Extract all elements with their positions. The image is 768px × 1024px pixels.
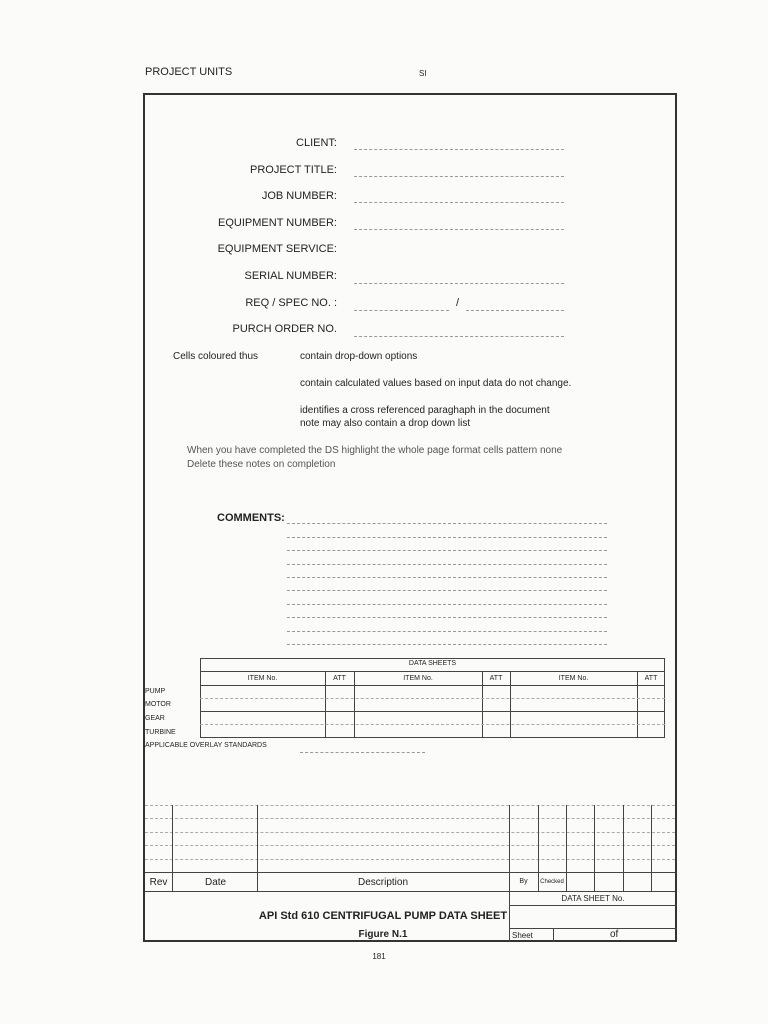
divider	[145, 818, 675, 819]
divider	[594, 805, 595, 891]
divider	[145, 832, 675, 833]
note-cells-coloured: Cells coloured thus	[173, 351, 259, 362]
divider	[145, 891, 675, 892]
divider	[145, 845, 675, 846]
col-att-1: ATT	[333, 675, 346, 682]
field-label: EQUIPMENT SERVICE:	[217, 243, 337, 255]
divider	[145, 805, 675, 806]
comment-line[interactable]	[287, 631, 607, 632]
divider	[200, 698, 665, 699]
col-att-2: ATT	[489, 675, 503, 682]
comment-line[interactable]	[287, 604, 607, 605]
overlay-standards-input-line[interactable]	[300, 752, 425, 753]
req-input-line[interactable]	[354, 310, 449, 311]
data-sheet-no-label: DATA SHEET No.	[561, 894, 625, 903]
divider	[623, 805, 624, 891]
of-label: of	[610, 929, 619, 940]
divider	[509, 928, 677, 929]
by-header: By	[519, 878, 528, 885]
field-label: JOB NUMBER:	[261, 190, 337, 202]
row-label: MOTOR	[145, 701, 171, 708]
divider	[509, 905, 677, 906]
note-cross-ref-2: note may also contain a drop down list	[300, 418, 471, 429]
project-units-label: PROJECT UNITS	[145, 66, 233, 78]
note-completed-2: Delete these notes on completion	[187, 459, 336, 470]
field-label: CLIENT:	[296, 137, 337, 149]
data-sheets-title: DATA SHEETS	[408, 660, 457, 667]
comments-label: COMMENTS:	[217, 512, 285, 524]
sheet-label: Sheet	[512, 931, 533, 940]
divider	[200, 685, 665, 686]
comment-line[interactable]	[287, 550, 607, 551]
divider	[566, 805, 567, 891]
equipment-number-input-line[interactable]	[354, 229, 564, 230]
units-value: SI	[419, 69, 427, 78]
divider	[145, 859, 675, 860]
divider	[145, 872, 675, 873]
date-header: Date	[205, 877, 227, 888]
col-item-1: ITEM No.	[247, 675, 278, 682]
row-label: TURBINE	[145, 729, 176, 736]
job-number-input-line[interactable]	[354, 202, 564, 203]
divider	[200, 711, 665, 712]
req-spec-separator: /	[456, 297, 460, 309]
field-label: REQ / SPEC NO. :	[245, 297, 337, 309]
col-att-3: ATT	[644, 675, 658, 682]
row-label: GEAR	[145, 715, 165, 722]
note-cross-ref-1: identifies a cross referenced paraghaph in the document	[300, 405, 550, 416]
field-label: SERIAL NUMBER:	[244, 270, 337, 282]
figure-label: Figure N.1	[358, 929, 408, 940]
divider	[200, 671, 665, 672]
document-title: API Std 610 CENTRIFUGAL PUMP DATA SHEET	[258, 910, 508, 922]
comment-line[interactable]	[287, 590, 607, 591]
rev-header: Rev	[149, 877, 168, 888]
checked-header: Checked	[540, 879, 564, 885]
overlay-standards-label: APPLICABLE OVERLAY STANDARDS	[145, 742, 267, 749]
divider	[651, 805, 652, 891]
field-label: PURCH ORDER NO.	[232, 323, 337, 335]
comment-line[interactable]	[287, 537, 607, 538]
comment-line[interactable]	[287, 617, 607, 618]
divider	[200, 724, 665, 725]
col-item-2: ITEM No.	[403, 675, 433, 682]
note-calculated: contain calculated values based on input data do not change.	[300, 378, 572, 389]
comment-line[interactable]	[287, 523, 607, 524]
col-item-3: ITEM No.	[558, 675, 589, 682]
field-label: PROJECT TITLE:	[249, 164, 337, 176]
comment-line[interactable]	[287, 577, 607, 578]
project-title-input-line[interactable]	[354, 176, 564, 177]
page-number: 181	[372, 952, 386, 961]
client-input-line[interactable]	[354, 149, 564, 150]
note-dropdown: contain drop-down options	[300, 351, 418, 362]
serial-number-input-line[interactable]	[354, 283, 564, 284]
purch-order-input-line[interactable]	[354, 336, 564, 337]
field-label: EQUIPMENT NUMBER:	[218, 217, 337, 229]
divider	[553, 928, 554, 942]
comment-line[interactable]	[287, 564, 607, 565]
comment-line[interactable]	[287, 644, 607, 645]
row-label: PUMP	[145, 688, 166, 695]
divider	[172, 805, 173, 891]
description-header: Description	[357, 877, 409, 888]
spec-input-line[interactable]	[466, 310, 564, 311]
note-completed-1: When you have completed the DS highlight the whole page format cells pattern none	[187, 445, 563, 456]
